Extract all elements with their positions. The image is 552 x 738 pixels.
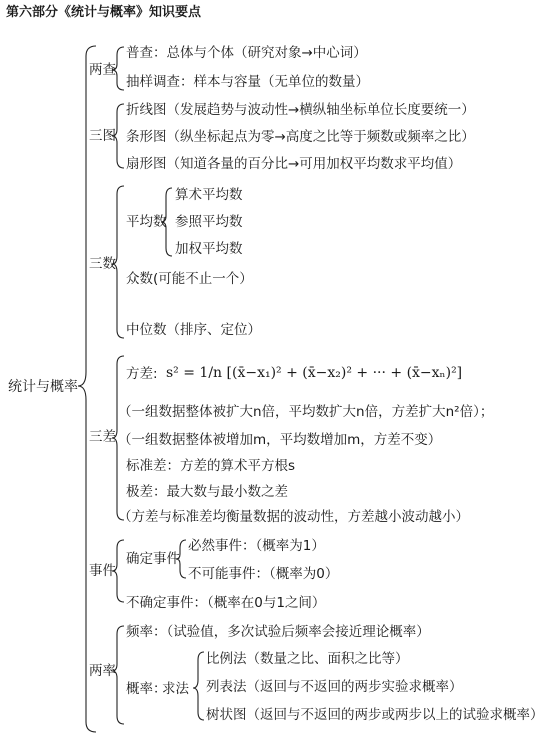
- probability-label: 概率：: [126, 681, 167, 697]
- method-item: 列表法（返回与不返回的两步实验求概率）: [206, 679, 463, 695]
- mean-label: 平均数: [126, 214, 167, 230]
- method-label: 求法: [162, 681, 189, 697]
- method-bracket: [193, 652, 204, 720]
- frequency-item: 频率：（试验值，多次试验后频率会接近理论概率）: [126, 624, 430, 640]
- event-label: 事件: [89, 563, 116, 579]
- mode-item: 众数(可能不止一个）: [126, 271, 253, 287]
- chart-item: 折线图（发展趋势与波动性→横纵轴坐标单位长度要统一）: [126, 102, 475, 118]
- survey-item: 抽样调查：样本与容量（无单位的数量）: [126, 74, 369, 90]
- summary-note: （方差与标准差均衡量数据的波动性，方差越小波动越小）: [118, 509, 469, 525]
- numbers-label: 三数: [89, 256, 116, 272]
- chart-item: 条形图（纵坐标起点为零→高度之比等于频数或频率之比）: [126, 129, 475, 145]
- certain-item: 不可能事件：（概率为0）: [188, 566, 339, 582]
- mean-item: 算术平均数: [175, 187, 243, 203]
- deviation-label: 三差: [89, 429, 116, 445]
- std-item: 标准差：方差的算术平方根s: [126, 458, 296, 474]
- range-item: 极差：最大数与最小数之差: [126, 484, 288, 500]
- survey-label: 两查: [89, 62, 116, 78]
- certain-item: 必然事件：（概率为1）: [188, 538, 325, 554]
- variance-label: 方差:: [126, 366, 158, 382]
- uncertain-item: 不确定事件：（概率在0与1之间）: [126, 595, 326, 611]
- certain-label: 确定事件: [126, 551, 180, 567]
- method-item: 树状图（返回与不返回的两步或两步以上的试验求概率）: [206, 707, 544, 723]
- add-note: （一组数据整体被增加m，平均数增加m，方差不变）: [118, 432, 442, 448]
- expand-note: （一组数据整体被扩大n倍，平均数扩大n倍，方差扩大n²倍）；: [118, 404, 494, 420]
- rate-label: 两率: [89, 663, 116, 679]
- variance-formula: s² = 1/n [(x̄−x₁)² + (x̄−x₂)² + ··· + (x̄−xₙ)²]: [166, 365, 463, 381]
- page-title: 第六部分《统计与概率》知识要点: [6, 5, 202, 20]
- chart-item: 扇形图（知道各量的百分比→可用加权平均数求平均值）: [126, 156, 462, 172]
- mean-item: 加权平均数: [175, 241, 243, 257]
- root-bracket: [78, 46, 96, 732]
- chart-label: 三图: [89, 128, 116, 144]
- root-label: 统计与概率: [8, 379, 78, 395]
- median-item: 中位数（排序、定位）: [126, 322, 261, 338]
- survey-item: 普查：总体与个体（研究对象→中心词）: [126, 45, 367, 61]
- mean-item: 参照平均数: [175, 214, 243, 230]
- method-item: 比例法（数量之比、面积之比等）: [206, 651, 409, 667]
